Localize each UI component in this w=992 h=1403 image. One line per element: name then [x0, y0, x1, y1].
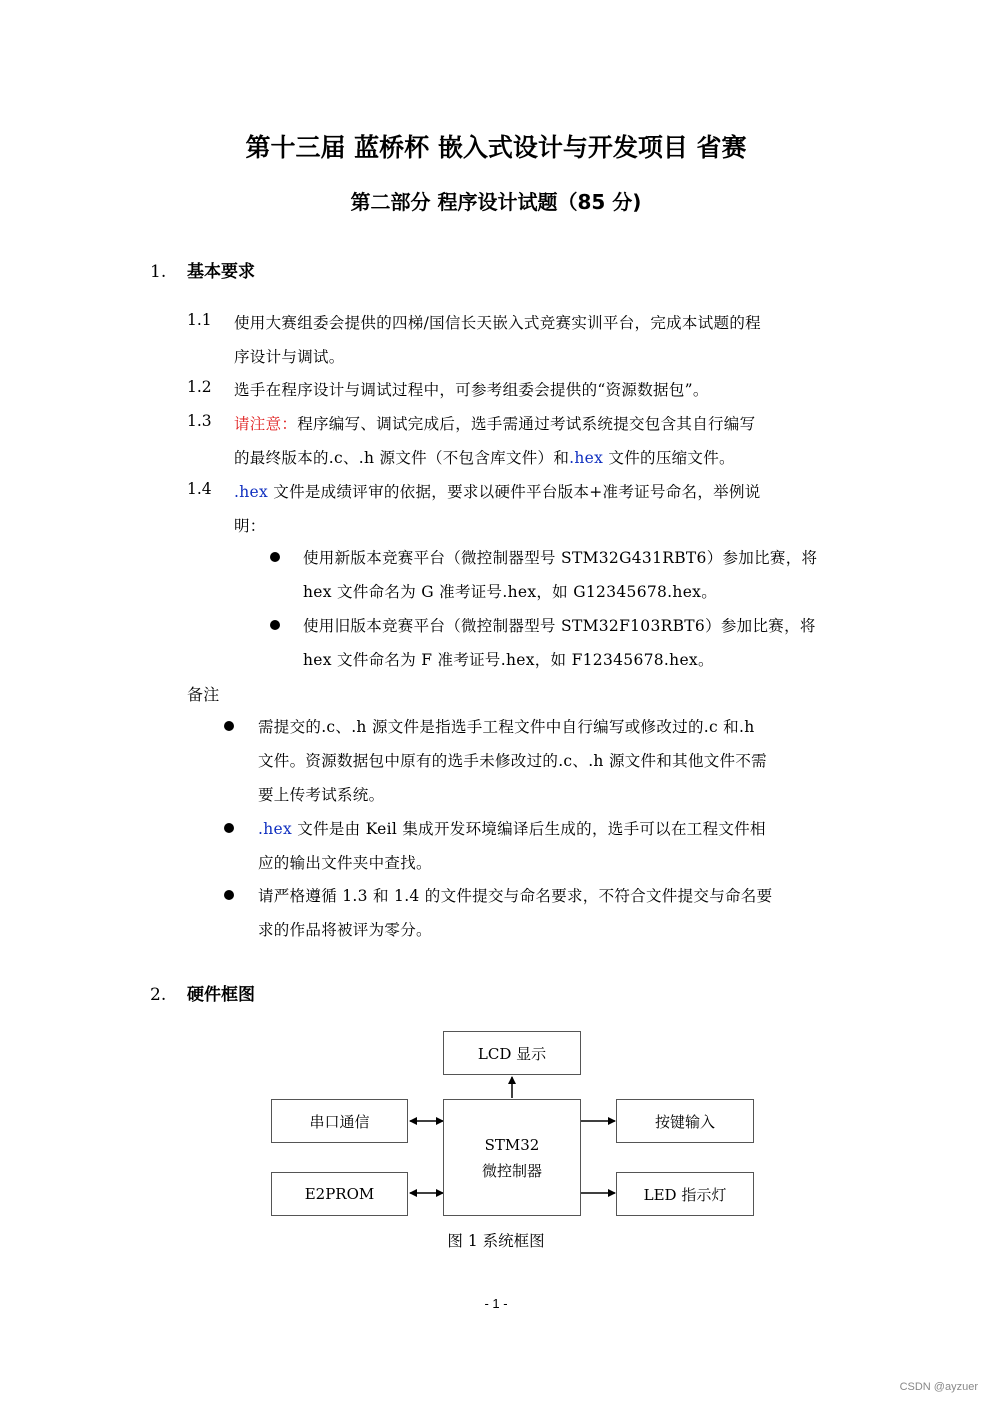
e2prom-label: E2PROM — [304, 1185, 375, 1203]
item-1-1-number: 1.1 — [187, 311, 212, 329]
note-3-line2: 求的作品将被评为零分。 — [258, 921, 432, 939]
keys-label: 按键输入 — [654, 1112, 715, 1131]
attention-note: 请注意： — [234, 415, 298, 433]
note-1-line3: 要上传考试系统。 — [258, 786, 385, 804]
document-subtitle: 第二部分 程序设计试题（85 分) — [350, 190, 642, 214]
note-1-line2: 文件。资源数据包中原有的选手未修改过的.c、.h 源文件和其他文件不需 — [258, 752, 767, 770]
item-1-3-line2-text: 的最终版本的.c、.h 源文件（不包含库文件）和 — [234, 449, 570, 467]
section-1-heading — [150, 257, 255, 282]
led-label: LED 指示灯 — [643, 1185, 727, 1204]
item-1-2-line1: 选手在程序设计与调试过程中，可参考组委会提供的“资源数据包”。 — [234, 381, 709, 399]
note-2-text: 文件是由 Keil 集成开发环境编译后生成的，选手可以在工程文件相 — [297, 820, 766, 838]
item-1-3-line2-tail: 文件的压缩文件。 — [608, 449, 735, 467]
sub-bullet-2-line1: 使用旧版本竞赛平台（微控制器型号 STM32F103RBT6）参加比赛，将 — [303, 617, 816, 635]
item-1-4-text: 文件是成绩评审的依据，要求以硬件平台版本+准考证号命名，举例说 — [273, 483, 761, 501]
e2prom-box — [271, 1172, 408, 1216]
mcu-label-line2: 微控制器 — [481, 1161, 542, 1180]
section-2-title: 硬件框图 — [187, 985, 255, 1005]
section-2-number: 2. — [150, 985, 167, 1005]
item-1-2-number: 1.2 — [187, 378, 212, 396]
bullet-dot — [224, 890, 234, 900]
uart-label: 串口通信 — [309, 1112, 370, 1131]
hex-keyword: .hex — [234, 483, 269, 501]
lcd-box — [443, 1031, 581, 1075]
item-1-3-text: 程序编写、调试完成后，选手需通过考试系统提交包含其自行编写 — [297, 415, 756, 433]
bullet-dot — [224, 721, 234, 731]
document-title: 第十三届 蓝桥杯 嵌入式设计与开发项目 省赛 — [245, 133, 747, 162]
uart-box — [271, 1099, 408, 1143]
section-1-number: 1. — [150, 262, 167, 282]
notes-heading: 备注 — [187, 685, 220, 704]
note-2-line1 — [258, 817, 766, 839]
section-1-title: 基本要求 — [187, 262, 255, 282]
item-1-3-number: 1.3 — [187, 412, 212, 430]
sub-bullet-1-line1: 使用新版本竞赛平台（微控制器型号 STM32G431RBT6）参加比赛，将 — [303, 549, 818, 567]
section-2-heading — [150, 980, 255, 1005]
led-box — [616, 1172, 754, 1216]
watermark: CSDN @ayzuer — [899, 1381, 978, 1393]
hex-keyword: .hex — [569, 449, 604, 467]
item-1-4-line1 — [234, 480, 761, 502]
mcu-label-line1: STM32 — [484, 1135, 540, 1154]
item-1-1-line2: 序设计与调试。 — [234, 348, 345, 366]
page-number: - 1 - — [484, 1296, 508, 1311]
note-2-line2: 应的输出文件夹中查找。 — [258, 854, 432, 872]
item-1-3-line1 — [234, 412, 755, 434]
hex-keyword: .hex — [258, 820, 293, 838]
bullet-dot — [270, 552, 280, 562]
mcu-box — [443, 1099, 581, 1216]
bullet-dot — [270, 620, 280, 630]
item-1-4-number: 1.4 — [187, 480, 212, 498]
bullet-dot — [224, 823, 234, 833]
sub-bullet-1-line2: hex 文件命名为 G 准考证号.hex，如 G12345678.hex。 — [303, 583, 718, 601]
figure-caption: 图 1 系统框图 — [447, 1232, 545, 1250]
note-1-line1: 需提交的.c、.h 源文件是指选手工程文件中自行编写或修改过的.c 和.h — [258, 718, 755, 736]
sub-bullet-2-line2: hex 文件命名为 F 准考证号.hex，如 F12345678.hex。 — [303, 651, 714, 669]
lcd-label: LCD 显示 — [477, 1044, 547, 1063]
item-1-4-line2: 明： — [234, 517, 266, 535]
keys-box — [616, 1099, 754, 1143]
item-1-1-line1: 使用大赛组委会提供的四梯/国信长天嵌入式竞赛实训平台，完成本试题的程 — [234, 314, 761, 332]
item-1-3-line2 — [234, 446, 735, 468]
note-3-line1: 请严格遵循 1.3 和 1.4 的文件提交与命名要求，不符合文件提交与命名要 — [258, 887, 773, 905]
